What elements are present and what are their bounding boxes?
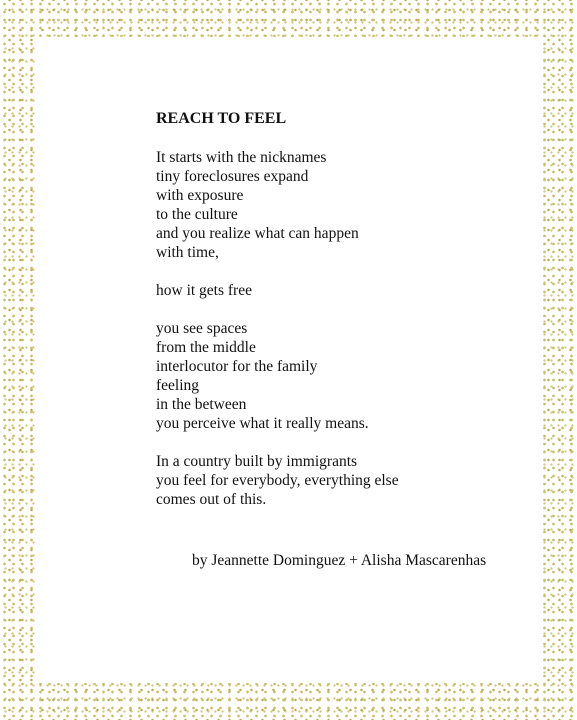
poem-line: with time, <box>156 244 219 261</box>
poem-line: you perceive what it really means. <box>156 415 369 432</box>
poem-line: from the middle <box>156 339 256 356</box>
poem-line: you see spaces <box>156 320 248 337</box>
stanza-2 <box>156 281 516 300</box>
poem-line: you feel for everybody, everything else <box>156 472 399 489</box>
poem-page <box>37 37 541 683</box>
stanza-4 <box>156 452 516 509</box>
poem-title: REACH TO FEEL <box>156 110 287 127</box>
poem-line: feeling <box>156 377 200 394</box>
poem-line: with exposure <box>156 187 244 204</box>
stanza-3 <box>156 319 516 433</box>
poem-line: In a country built by immigrants <box>156 453 358 470</box>
poem-line: and you realize what can happen <box>156 225 359 242</box>
stanza-1 <box>156 148 516 262</box>
poem-line: It starts with the nicknames <box>156 149 327 166</box>
poem-line: how it gets free <box>156 282 252 299</box>
poem-line: tiny foreclosures expand <box>156 168 309 185</box>
poem-line: comes out of this. <box>156 491 267 508</box>
poem-line: to the culture <box>156 206 238 223</box>
poem-line: in the between <box>156 396 247 413</box>
poem-line: interlocutor for the family <box>156 358 318 375</box>
poem-body <box>156 109 516 528</box>
poem-byline: by Jeannette Dominguez + Alisha Mascarenhas <box>192 552 487 569</box>
